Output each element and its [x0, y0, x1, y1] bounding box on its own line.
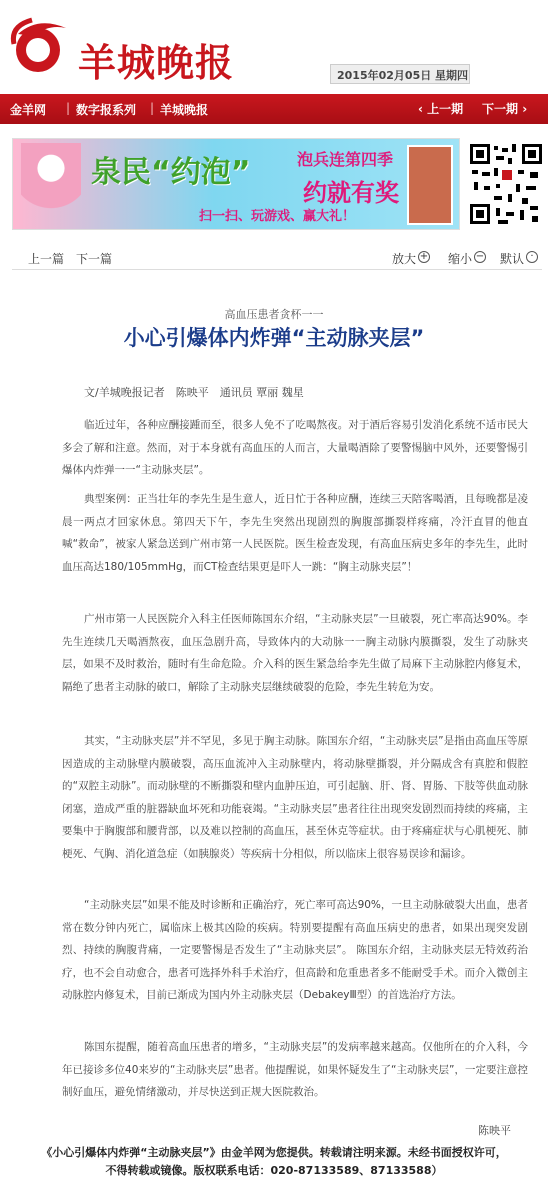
article-paragraph: 典型案例：正当壮年的李先生是生意人，近日忙于各种应酬，连续三天陪客喝酒，且每晚都是凌晨一两点才回家休息。第四天下午，李先生突然出现剧烈的胸腹部撕裂样疼痛，冷汗直冒的他直喊“救命”，被家人紧急送到广州市第一人民医院。医生检查发现，有高血压病史多年的李先生，此时血压高达180/105mmHg，而CT检查结果更是吓人一跳：“胸主动脉夹层”！	[62, 493, 528, 573]
article-title: 小心引爆体内炸弹“主动脉夹层”	[123, 326, 425, 350]
banner-product-image	[407, 145, 453, 225]
nav-item-digital-series[interactable]: 数字报系列	[76, 103, 137, 117]
banner-slogan: 约就有奖	[303, 179, 399, 207]
article-paragraph: “主动脉夹层”如果不能及时诊断和正确治疗，死亡率可高达90%，一旦主动脉破裂大出血，患者常在数分钟内死亡，属临床上极其凶险的疾病。特别要提醒有高血压病史的患者，如果出现突发剧烈、持续的胸腹背痛，一定要警惕是否发生了“主动脉夹层”。 陈国东介绍，主动脉夹层无特效药治疗，也不会自动愈合，患者可选择外科手术治疗，但高龄和危重患者多不能耐受手术。而介入微创主动脉腔内修复术，目前已渐成为国内外主动脉夹层（DebakeyⅢ型）的首选治疗方法。	[62, 899, 528, 1001]
article-byline: 文/羊城晚报记者 陈映平 通讯员 覃丽 魏星	[84, 386, 304, 399]
article-author: 陈映平	[478, 1124, 511, 1137]
logo-text: 羊城晚报	[78, 40, 235, 85]
site-logo[interactable]	[8, 14, 238, 84]
promo-banner[interactable]	[12, 138, 460, 230]
copyright-notice	[0, 1144, 548, 1184]
banner-cta: 扫一扫、玩游戏、赢大礼！	[199, 209, 356, 224]
ram-logo-icon	[8, 14, 74, 80]
banner-figure-image	[21, 143, 81, 227]
site-header	[0, 0, 548, 94]
default-size-label[interactable]: 默认	[500, 252, 525, 266]
article-paragraph: 广州市第一人民医院介入科主任医师陈国东介绍，“主动脉夹层”一旦破裂，死亡率高达90%。李先生连续几天喝酒熬夜，血压急剧升高，导致体内的大动脉一一胸主动脉内膜撕裂，发生了动脉夹层，如果不及时救治，随时有生命危险。介入科的医生紧急给李先生做了局麻下主动脉腔内修复术，隔绝了患者主动脉的破口，解除了主动脉夹层继续破裂的危险，李先生转危为安。	[62, 613, 528, 693]
next-article-link[interactable]: 下一篇	[76, 252, 113, 266]
copyright-line-1: 《小心引爆体内炸弹“主动脉夹层”》由金羊网为您提供。转载请注明来源。未经书面授权许可，	[41, 1146, 507, 1159]
nav-divider: |	[66, 101, 71, 115]
prev-issue-link[interactable]: ‹ 上一期	[418, 102, 464, 116]
banner-subtitle: 泡兵连第四季	[297, 150, 394, 169]
banner-headline: 泉民“约泡”	[91, 155, 251, 190]
nav-divider: |	[150, 101, 155, 115]
article-paragraph: 临近过年，各种应酬接踵而至，很多人免不了吃喝熬夜。对于酒后容易引发消化系统不适市民大多会了解和注意。然而，对于本身就有高血压的人而言，大量喝酒除了要警惕脑中风外，还要警惕引爆体内炸弹一一“主动脉夹层”。	[62, 419, 528, 476]
copyright-line-2: 不得转载或镜像。版权联系电话：020-87133589、87133588）	[105, 1164, 443, 1177]
article-paragraph: 其实，“主动脉夹层”并不罕见，多见于胸主动脉。陈国东介绍，“主动脉夹层”是指由高血压等原因造成的主动脉壁内膜破裂，高压血流冲入主动脉壁内，将动脉壁撕裂，并分隔成含有真腔和假腔的“双腔主动脉”。而动脉壁的不断撕裂和壁内血肿压迫，可引起脑、肝、肾、胃肠、下肢等供血动脉闭塞，造成严重的脏器缺血坏死和功能衰竭。“主动脉夹层”患者往往出现突发剧烈而持续的疼痛，主要集中于胸腹部和腰背部，以及难以控制的高血压，甚至休克等症状。由于疼痛症状与心肌梗死、肺梗死、气胸、消化道急症（如胰腺炎）等疾病十分相似，所以临床上很容易误诊和漏诊。	[62, 735, 528, 860]
qr-code-icon	[468, 140, 544, 228]
issue-date: 2015年02月05日 星期四	[330, 64, 470, 84]
zoom-out-icon[interactable]: −	[475, 251, 485, 262]
prev-article-link[interactable]: 上一篇	[28, 252, 65, 266]
prev-issue-label: 上一期	[427, 102, 464, 116]
next-issue-label: 下一期	[482, 102, 519, 116]
article-toolbar	[12, 246, 542, 270]
nav-item-jinyangwang[interactable]: 金羊网	[10, 103, 47, 117]
zoom-in-icon[interactable]: +	[419, 251, 429, 262]
zoom-in-label[interactable]: 放大	[392, 252, 417, 266]
zoom-out-label[interactable]: 缩小	[448, 252, 473, 266]
nav-item-yangcheng-evening[interactable]: 羊城晚报	[160, 103, 209, 117]
top-nav	[0, 94, 548, 124]
default-size-icon[interactable]: ·	[526, 251, 538, 263]
next-issue-link[interactable]: 下一期 ›	[482, 102, 528, 116]
article-paragraph: 陈国东提醒，随着高血压患者的增多，“主动脉夹层”的发病率越来越高。仅他所在的介入科，今年已接诊多位40来岁的“主动脉夹层”患者。他提醒说，如果怀疑发生了“主动脉夹层”，一定要注意控制好血压，避免情绪激动，并尽快送到正规大医院救治。	[62, 1041, 528, 1098]
article-kicker: 高血压患者贪杯一一	[224, 308, 324, 321]
